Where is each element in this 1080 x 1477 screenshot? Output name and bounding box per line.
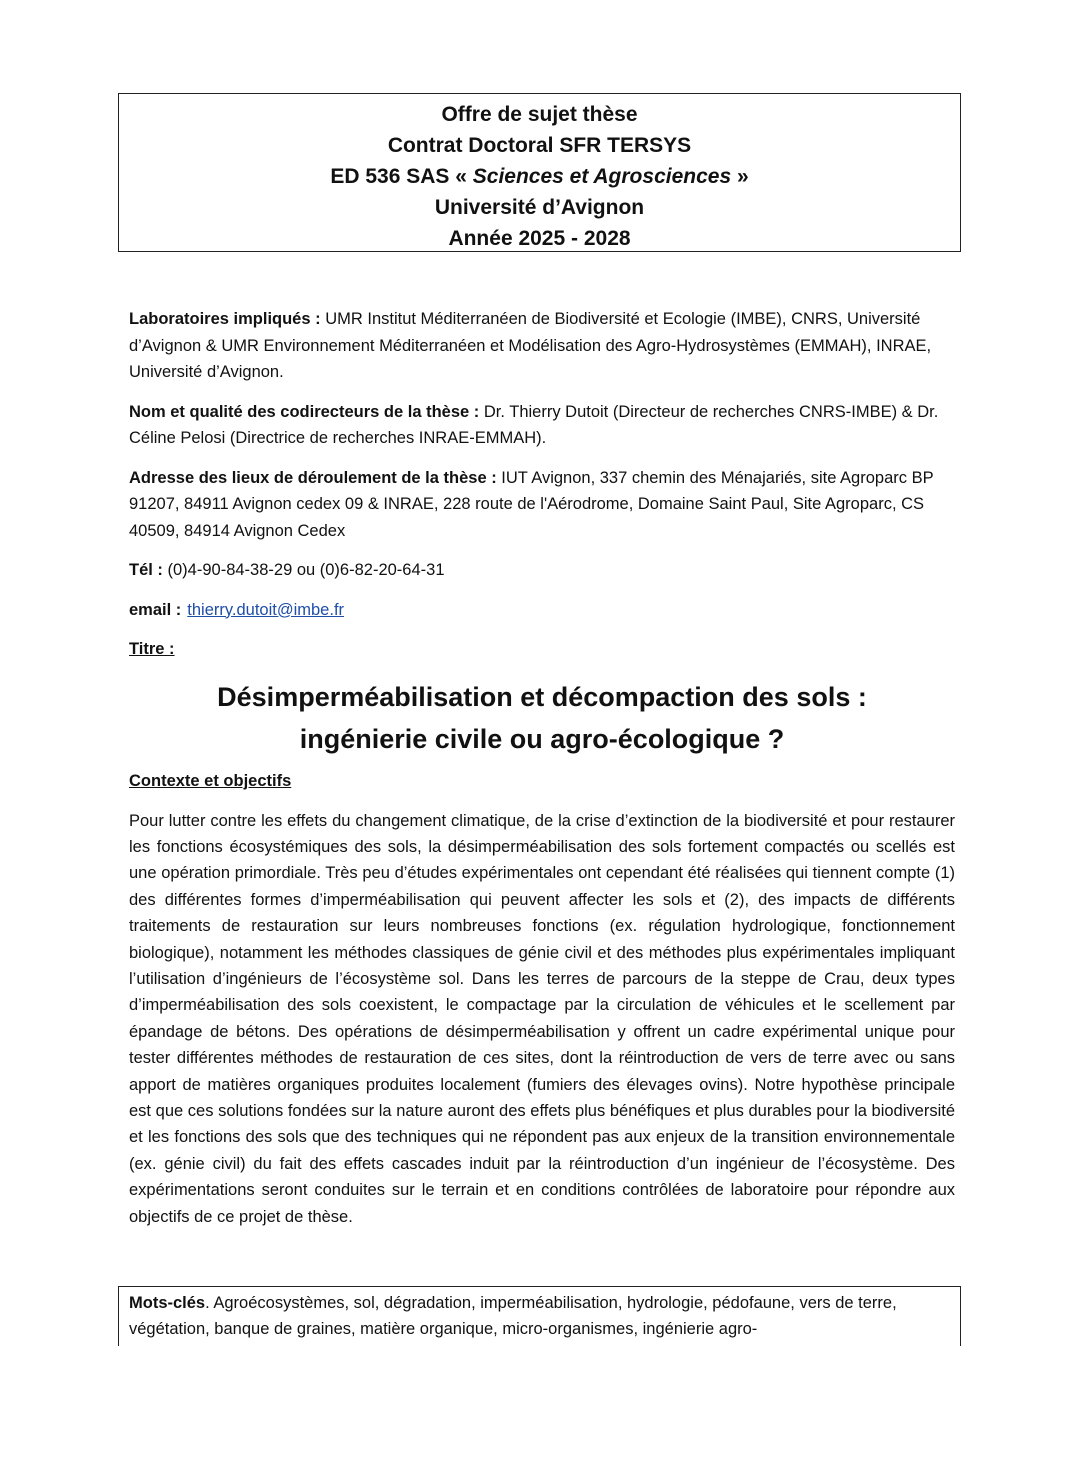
context-heading: Contexte et objectifs	[129, 771, 292, 790]
header-box	[118, 93, 961, 252]
thesis-title-line-1: Désimperméabilisation et décompaction des sols :	[217, 681, 867, 712]
header-line-university: Université d’Avignon	[434, 196, 645, 219]
directors-label: Nom et qualité des codirecteurs de la thèse :	[129, 402, 480, 421]
keywords-label: Mots-clés	[129, 1294, 206, 1312]
directors-text: Dr. Thierry Dutoit (Directeur de recherches CNRS-IMBE) & Dr. Céline Pelosi (Directrice de recherches INRAE-EMMAH).	[129, 402, 939, 447]
email-paragraph	[129, 597, 955, 624]
header-ed-prefix: ED 536 SAS «	[330, 165, 473, 188]
labs-text: UMR Institut Méditerranéen de Biodiversité et Ecologie (IMBE), CNRS, Université d’Avignon & UMR Environnement Méditerranéen et Modélisation des Agro-Hydrosystèmes (EMMAH), INRAE, Université d’Avignon.	[129, 310, 932, 381]
tel-text: (0)4-90-84-38-29 ou (0)6-82-20-64-31	[162, 561, 445, 579]
header-ed-suffix: »	[731, 165, 749, 188]
thesis-title-line-2: ingénierie civile ou agro-écologique ?	[299, 723, 785, 754]
document-content	[129, 306, 955, 1230]
context-heading-paragraph	[129, 768, 955, 794]
header-ed-italic: Sciences et Agrosciences	[472, 165, 732, 188]
address-paragraph	[129, 465, 955, 545]
header-line-year: Année 2025 - 2028	[448, 227, 631, 250]
directors-paragraph	[129, 399, 955, 452]
header-line-offer: Offre de sujet thèse	[441, 103, 638, 126]
email-link[interactable]: thierry.dutoit@imbe.fr	[187, 600, 345, 619]
keywords-box	[118, 1286, 961, 1346]
titre-label: Titre :	[129, 640, 175, 658]
email-label: email :	[129, 600, 182, 619]
tel-label: Tél :	[129, 561, 163, 579]
titre-paragraph	[129, 636, 955, 663]
labs-label: Laboratoires impliqués :	[129, 310, 321, 328]
header-line-contract: Contrat Doctoral SFR TERSYS	[387, 134, 692, 157]
address-label: Adresse des lieux de déroulement de la thèse :	[129, 468, 497, 487]
thesis-title	[129, 676, 955, 760]
header-line-doctoral-school	[119, 161, 960, 192]
address-text: IUT Avignon, 337 chemin des Ménajariés, site Agroparc BP 91207, 84911 Avignon cedex 09 & INRAE, 228 route de l'Aérodrome, Domaine Saint Paul, Site Agroparc, CS 40509, 84914 Avignon Cedex	[129, 468, 934, 540]
context-body: Pour lutter contre les effets du changement climatique, de la crise d’extinction de la biodiversité et pour restaurer les fonctions écosystémiques des sols, la désimperméabilisation des sols fortement compactés ou scellés est une opération primordiale. Très peu d’études expérimentales ont cependant été réalisées qui tiennent compte (1) des différentes formes d’imperméabilisation qui peuvent affecter les sols et (2), des impacts de différents traitements de restauration sur leurs nombreuses fonctions (ex. régulation hydrologique, fonctionnement biologique), notamment les méthodes classiques de génie civil et des méthodes plus expérimentales impliquant l’utilisation d’ingénieurs de l’écosystème sol. Dans les terres de parcours de la steppe de Crau, deux types d’imperméabilisation des sols coexistent, le compactage par la circulation de véhicules et le scellement par épandage de bétons. Des opérations de désimperméabilisation y offrent un cadre expérimental unique pour tester différentes méthodes de restauration de ces sites, dont la réintroduction de vers de terre avec ou sans apport de matières organiques produites localement (fumiers des élevages ovins). Notre hypothèse principale est que ces solutions fondées sur la nature auront des effets plus bénéfiques et plus durables pour la biodiversité et les fonctions des sols que des techniques qui ne répondent pas aux enjeux de la transition environnementale (ex. génie civil) du fait des effets cascades induit par la réintroduction d’un ingénieur de l’écosystème. Des expérimentations seront conduites sur le terrain et en conditions contrôlées de laboratoire pour répondre aux objectifs de ce projet de thèse.	[129, 811, 955, 1226]
labs-paragraph	[129, 306, 955, 386]
tel-paragraph	[129, 557, 955, 584]
keywords-text: . Agroécosystèmes, sol, dégradation, imperméabilisation, hydrologie, pédofaune, vers de terre, végétation, banque de graines, matière organique, micro-organismes, ingénierie agro-	[129, 1294, 897, 1339]
